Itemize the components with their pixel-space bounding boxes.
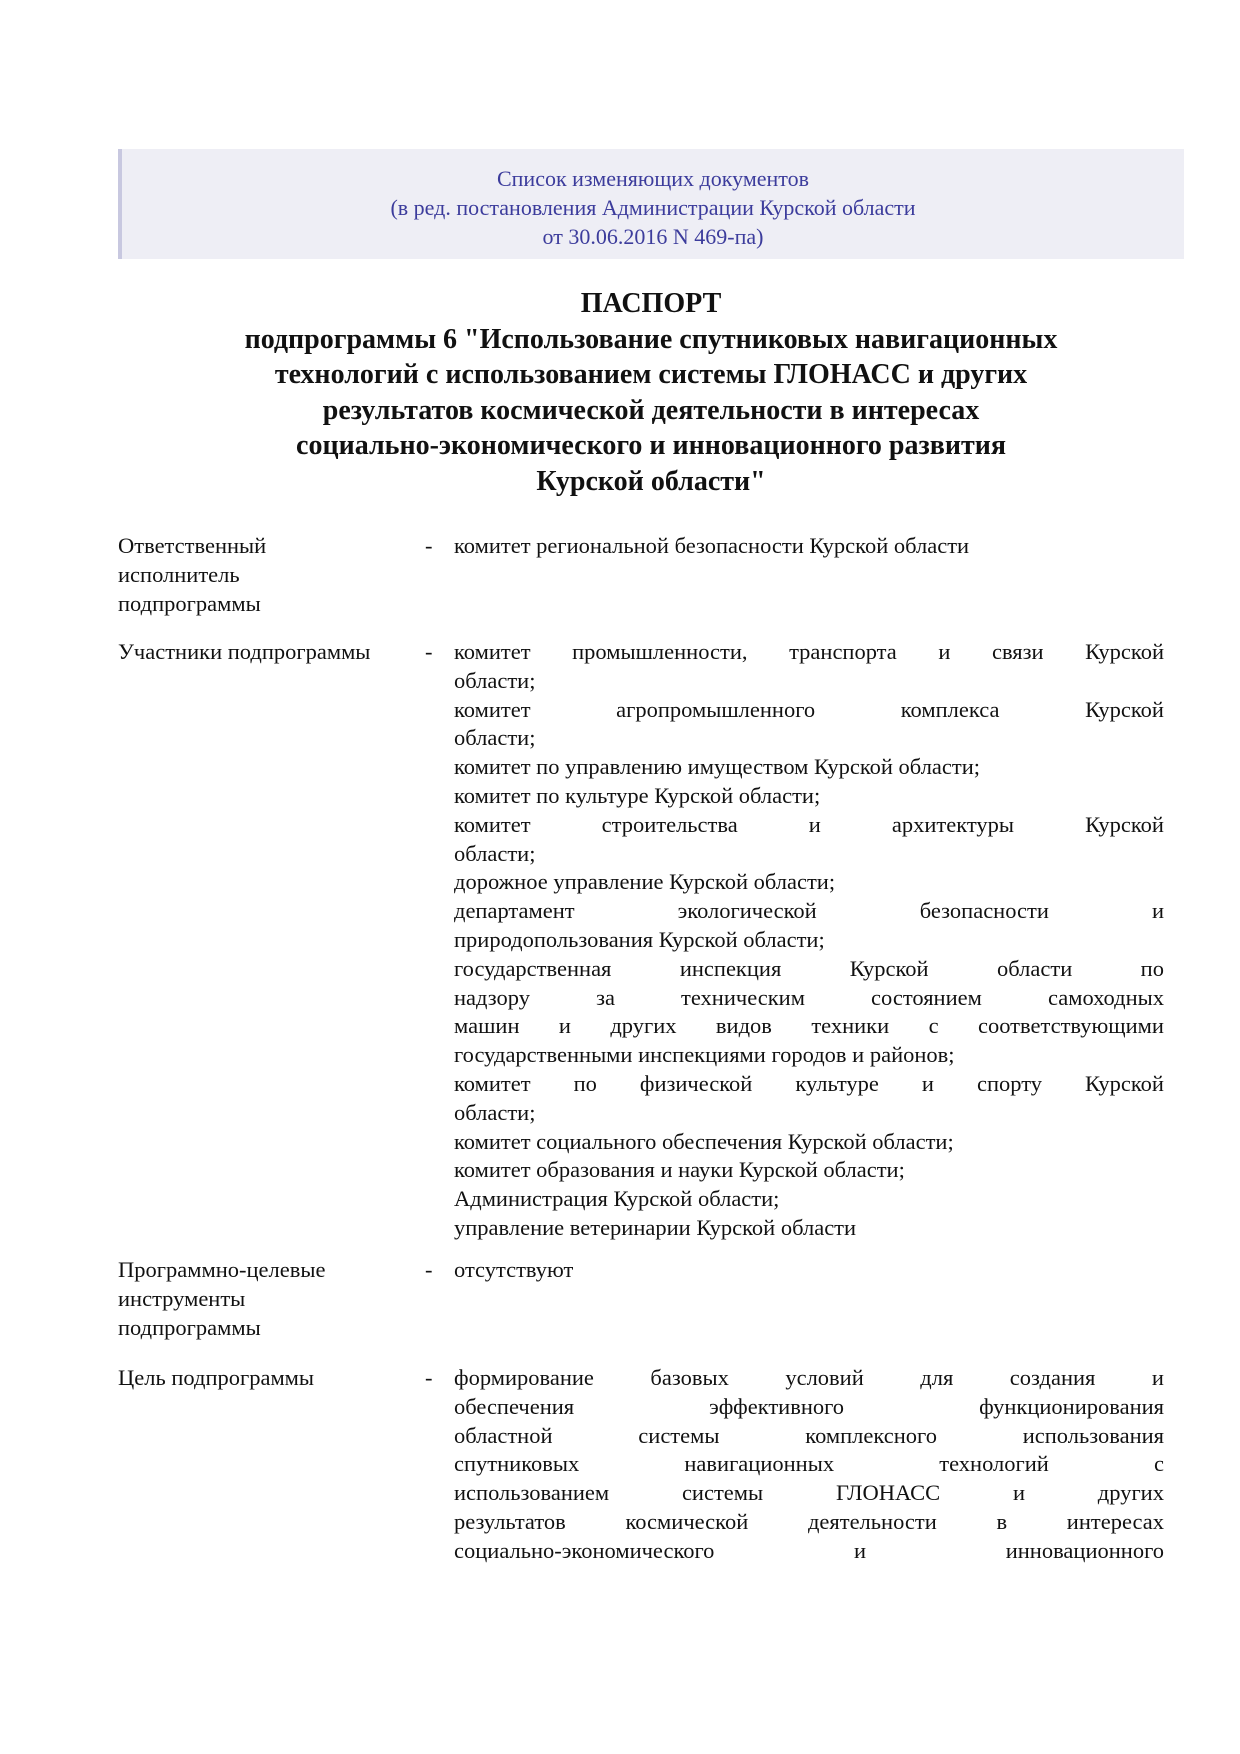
word: для [920,1365,954,1390]
word: обеспечения [454,1393,575,1419]
value-line: области; [454,1099,536,1125]
row-dash: - [425,533,433,558]
word: по [573,1070,597,1096]
word: по [1140,955,1164,981]
value-line: комитет социального обеспечения Курской области; [454,1128,954,1154]
value-line [454,1537,1164,1566]
word: безопасности [919,898,1049,924]
word: других [610,1013,677,1039]
amendments-line: (в ред. постановления Администрации Курской области [390,195,916,220]
row-dash: - [425,1365,433,1390]
word: строительства [601,811,738,837]
word: комитет [454,639,531,664]
amendments-title: Список изменяющих документов [496,166,809,191]
word: и [1151,1365,1164,1390]
value-line: управление ветеринарии Курской области [454,1214,857,1240]
word: и [558,1013,571,1039]
word: Курской [849,955,929,981]
word: условий [785,1365,864,1390]
value-line: области; [454,840,536,866]
label-line: Цель подпрограммы [118,1365,315,1390]
word: государственная [454,955,612,981]
word: комитет [454,1070,531,1096]
word: ГЛОНАСС [835,1480,941,1506]
word: создания [1009,1365,1096,1390]
word: за [596,984,615,1010]
value-line: области; [454,667,536,693]
value-line: области; [454,725,536,751]
value-line: природопользования Курской области; [454,926,825,952]
value-line: комитет по культуре Курской области; [454,782,821,808]
value-line: государственными инспекциями городов и районов; [454,1042,955,1068]
word: формирование [454,1365,594,1390]
word: и [1012,1480,1025,1506]
row-label [118,1364,418,1393]
word: космической [625,1508,749,1534]
word: результатов [454,1508,566,1534]
value-line [454,811,1164,840]
word: машин [454,1013,520,1039]
row-value [454,532,1164,561]
word: Курской [1085,1070,1164,1096]
row-dash: - [425,639,433,664]
word: спорту [976,1070,1043,1096]
word: экологической [677,898,817,924]
value-line [454,1012,1164,1041]
word: функционирования [979,1393,1164,1419]
value-line: комитет образования и науки Курской области; [454,1157,905,1183]
word: архитектуры [891,811,1014,837]
value-line [454,1479,1164,1508]
word: инновационного [1005,1537,1164,1563]
word: промышленности, [572,639,748,664]
value-line [454,1422,1164,1451]
word: системы [681,1480,764,1506]
word: Курской [1085,639,1164,664]
value-line [454,638,1164,667]
label-line: Участники подпрограммы [118,639,371,664]
word: физической [639,1070,753,1096]
word: агропромышленного [616,696,816,722]
word: связи [991,639,1044,664]
title-line: результатов космической деятельности в интересах [322,394,980,426]
word: других [1097,1480,1164,1506]
row-value [454,1364,1164,1566]
value-line [454,1070,1164,1099]
row-value [454,638,1164,1243]
value-line [454,1508,1164,1537]
word: и [854,1537,867,1563]
word: инспекция [679,955,782,981]
label-line: Ответственный [118,533,267,558]
row-label [118,1256,418,1342]
row-label [118,532,418,618]
word: видов [715,1013,772,1039]
word: технологий [939,1451,1049,1477]
value-line [454,984,1164,1013]
word: Курской [1085,811,1164,837]
row-label [118,638,418,667]
label-line: исполнитель [118,561,240,587]
label-line: инструменты [118,1285,246,1311]
row-dash: - [425,1257,433,1282]
title-line: технологий с использованием системы ГЛОНАСС и других [274,359,1028,390]
word: техники [811,1013,890,1039]
word: областной [454,1422,553,1448]
word: техническим [681,984,805,1010]
word: надзору [454,984,530,1010]
word: системы [638,1422,720,1448]
word: с [928,1013,939,1039]
value-line [454,897,1164,926]
value-line: отсутствуют [454,1257,574,1282]
word: комитет [454,696,531,722]
word: области [997,955,1073,981]
word: навигационных [684,1451,835,1477]
word: социально-экономического [454,1537,715,1563]
word: интересах [1066,1508,1164,1534]
title-line: социально-экономического и инновационного развития [296,430,1006,461]
word: транспорта [789,639,897,664]
value-line [454,955,1164,984]
document-title [118,286,1184,499]
word: в [996,1508,1008,1534]
word: комплексного [805,1422,937,1448]
word: и [938,639,951,664]
word: комплекса [900,696,1000,722]
word: Курской [1085,696,1164,722]
row-value [454,1256,1164,1285]
word: и [808,811,821,837]
value-line: комитет региональной безопасности Курской области [454,533,970,558]
word: и [921,1070,934,1096]
word: и [1151,898,1164,924]
word: использованием [454,1480,610,1506]
label-line: подпрограммы [118,1314,261,1340]
value-line [454,1364,1164,1393]
word: спутниковых [454,1451,580,1477]
value-line: комитет по управлению имуществом Курской области; [454,754,981,780]
word: деятельности [807,1508,937,1534]
value-line [454,1450,1164,1479]
value-line: дорожное управление Курской области; [454,869,836,895]
word: эффективного [709,1393,845,1419]
word: культуре [795,1070,879,1096]
label-line: подпрограммы [118,590,261,616]
title-line: Курской области" [536,465,766,497]
word: соответствующими [977,1013,1164,1039]
value-line: Администрация Курской области; [454,1186,780,1212]
word: базовых [650,1365,729,1390]
word: комитет [454,811,531,837]
value-line [454,1393,1164,1422]
word: самоходных [1047,984,1164,1010]
label-line: Программно-целевые [118,1257,326,1282]
amendments-line: от 30.06.2016 N 469-па) [542,224,764,249]
word: состоянием [871,984,982,1010]
word: департамент [454,898,575,924]
amendments-box [118,149,1184,259]
title-heading: ПАСПОРТ [580,288,722,319]
value-line [454,696,1164,725]
word: использования [1022,1422,1164,1448]
title-line: подпрограммы 6 "Использование спутниковых навигационных [244,323,1058,355]
word: с [1153,1451,1164,1477]
